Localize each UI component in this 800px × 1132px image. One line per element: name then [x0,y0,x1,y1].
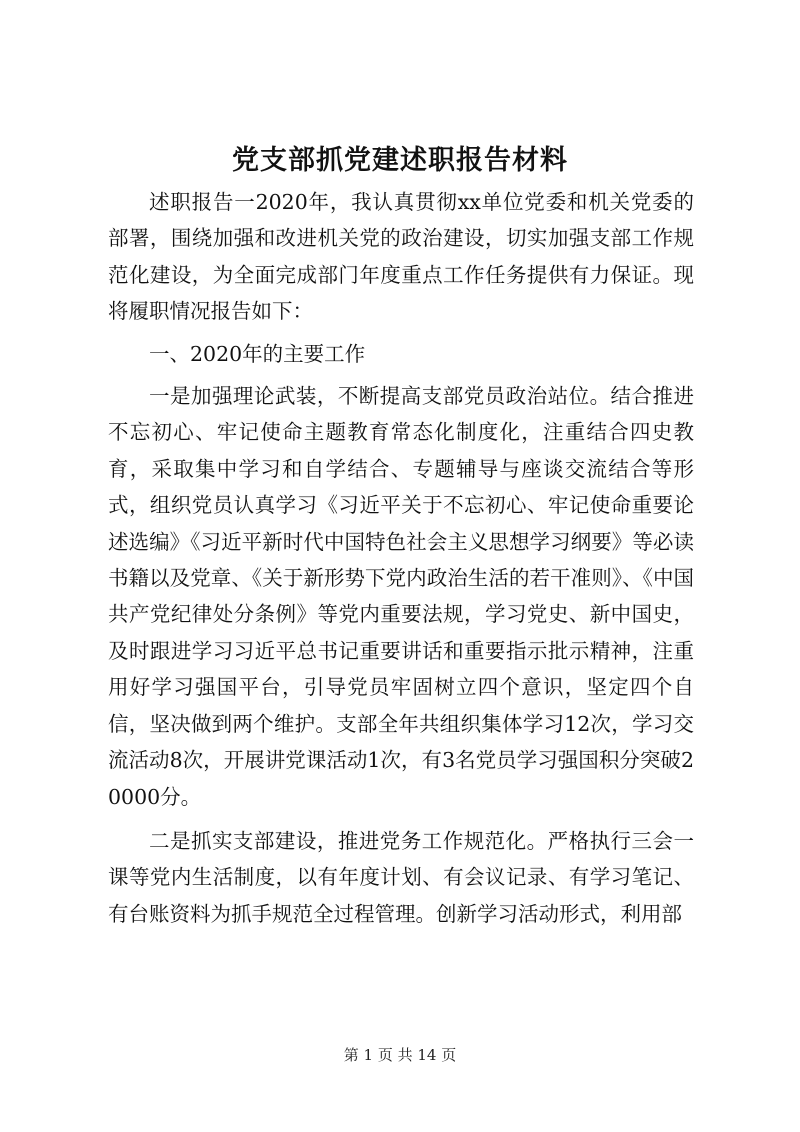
document-title: 党支部抓党建述职报告材料 [232,145,568,176]
body-paragraph-1: 一是加强理论武装，不断提高支部党员政治站位。结合推进不忘初心、牢记使命主题教育常态化制度化，注重结合四史教育，采取集中学习和自学结合、专题辅导与座谈交流结合等形式，组织党员认真学习《习近平关于不忘初心、牢记使命重要论述选编》《习近平新时代中国特色社会主义思想学习纲要》等必读书籍以及党章、《关于新形势下党内政治生活的若干准则》、《中国共产党纪律处分条例》等党内重要法规，学习党史、新中国史，及时跟进学习习近平总书记重要讲话和重要指示批示精神，注重用好学习强国平台，引导党员牢固树立四个意识，坚定四个自信，坚决做到两个维护。支部全年共组织集体学习12次，学习交流活动8次，开展讲党课活动1次，有3名党员学习强国积分突破20000分。 [108,384,694,809]
page-footer: 第 1 页 共 14 页 [343,1046,457,1064]
document-body [108,184,694,932]
section-heading: 一、2020年的主要工作 [149,341,366,366]
body-paragraph-2: 二是抓实支部建设，推进党务工作规范化。严格执行三会一课等党内生活制度，以有年度计划、有会议记录、有学习笔记、有台账资料为抓手规范全过程管理。创新学习活动形式，利用部 [108,828,694,926]
intro-paragraph: 述职报告一2020年，我认真贯彻xx单位党委和机关党委的部署，围绕加强和改进机关党的政治建设，切实加强支部工作规范化建设，为全面完成部门年度重点工作任务提供有力保证。现将履职情况报告如下： [108,190,694,324]
